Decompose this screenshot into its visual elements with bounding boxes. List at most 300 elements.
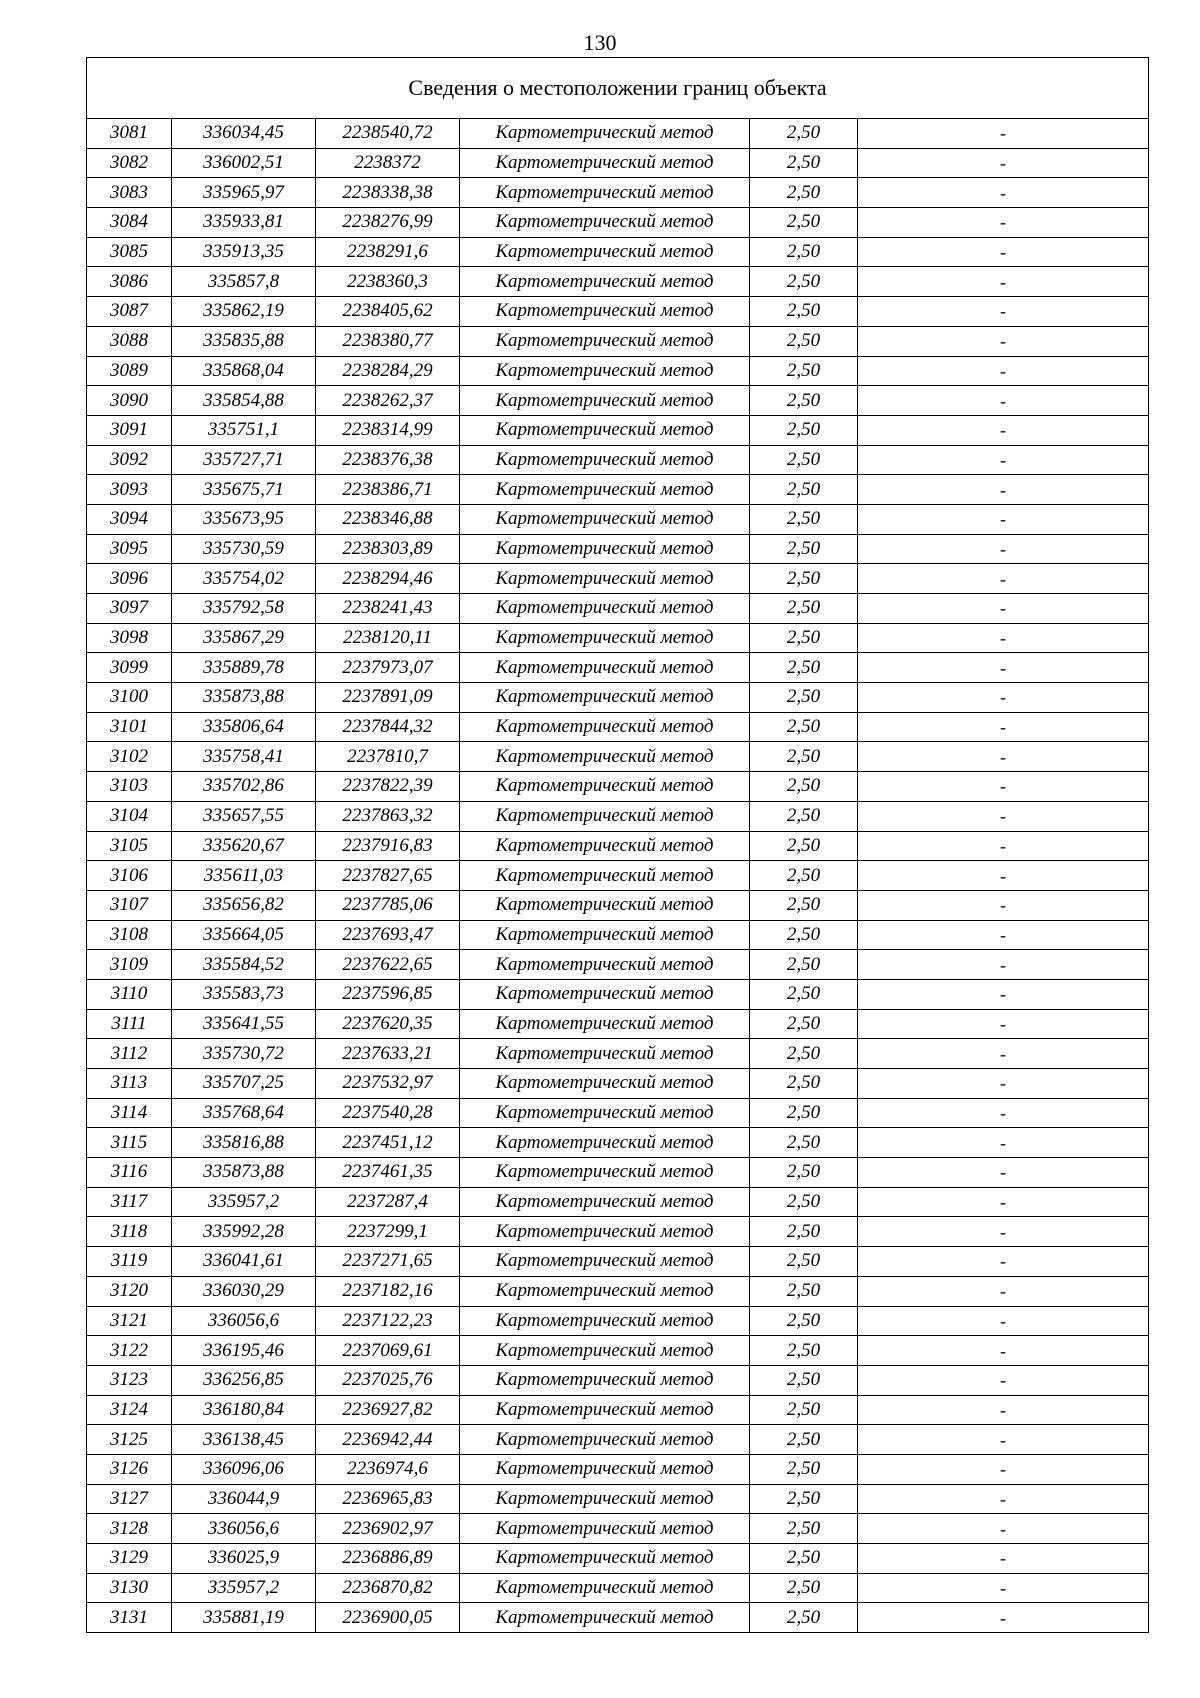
method-cell: Картометрический метод [460,1098,750,1128]
y-coordinate-cell: 2236974,6 [316,1454,460,1484]
method-cell: Картометрический метод [460,1247,750,1277]
x-coordinate-cell: 335862,19 [172,297,316,327]
y-coordinate-cell: 2236886,89 [316,1544,460,1574]
x-coordinate-cell: 335673,95 [172,504,316,534]
x-coordinate-cell: 335957,2 [172,1573,316,1603]
method-cell: Картометрический метод [460,297,750,327]
y-coordinate-cell: 2237532,97 [316,1069,460,1099]
method-cell: Картометрический метод [460,564,750,594]
method-cell: Картометрический метод [460,1484,750,1514]
point-number-cell: 3104 [87,801,172,831]
y-coordinate-cell: 2237785,06 [316,890,460,920]
x-coordinate-cell: 335657,55 [172,801,316,831]
accuracy-cell: 2,50 [750,623,858,653]
x-coordinate-cell: 335873,88 [172,1158,316,1188]
accuracy-cell: 2,50 [750,1098,858,1128]
x-coordinate-cell: 335792,58 [172,594,316,624]
y-coordinate-cell: 2238376,38 [316,445,460,475]
accuracy-cell: 2,50 [750,742,858,772]
point-number-cell: 3107 [87,890,172,920]
accuracy-cell: 2,50 [750,119,858,149]
y-coordinate-cell: 2237622,65 [316,950,460,980]
x-coordinate-cell: 335758,41 [172,742,316,772]
method-cell: Картометрический метод [460,267,750,297]
point-number-cell: 3085 [87,237,172,267]
accuracy-cell: 2,50 [750,297,858,327]
method-cell: Картометрический метод [460,979,750,1009]
accuracy-cell: 2,50 [750,356,858,386]
point-number-cell: 3112 [87,1039,172,1069]
table-row [87,623,1149,653]
y-coordinate-cell: 2238303,89 [316,534,460,564]
x-coordinate-cell: 336030,29 [172,1276,316,1306]
method-cell: Картометрический метод [460,1544,750,1574]
y-coordinate-cell: 2237620,35 [316,1009,460,1039]
description-cell: - [858,386,1149,416]
x-coordinate-cell: 335867,29 [172,623,316,653]
table-row [87,564,1149,594]
point-number-cell: 3131 [87,1603,172,1633]
x-coordinate-cell: 335675,71 [172,475,316,505]
method-cell: Картометрический метод [460,1365,750,1395]
y-coordinate-cell: 2238386,71 [316,475,460,505]
table-row [87,1603,1149,1633]
method-cell: Картометрический метод [460,208,750,238]
x-coordinate-cell: 335707,25 [172,1069,316,1099]
x-coordinate-cell: 335702,86 [172,772,316,802]
point-number-cell: 3096 [87,564,172,594]
x-coordinate-cell: 336044,9 [172,1484,316,1514]
accuracy-cell: 2,50 [750,979,858,1009]
table-row [87,712,1149,742]
x-coordinate-cell: 335873,88 [172,683,316,713]
x-coordinate-cell: 335957,2 [172,1187,316,1217]
y-coordinate-cell: 2237540,28 [316,1098,460,1128]
method-cell: Картометрический метод [460,742,750,772]
y-coordinate-cell: 2238314,99 [316,415,460,445]
x-coordinate-cell: 336034,45 [172,119,316,149]
description-cell: - [858,1395,1149,1425]
point-number-cell: 3122 [87,1336,172,1366]
accuracy-cell: 2,50 [750,1544,858,1574]
point-number-cell: 3121 [87,1306,172,1336]
y-coordinate-cell: 2237271,65 [316,1247,460,1277]
method-cell: Картометрический метод [460,1217,750,1247]
y-coordinate-cell: 2236900,05 [316,1603,460,1633]
method-cell: Картометрический метод [460,623,750,653]
table-title-row [87,58,1149,119]
table-row [87,1425,1149,1455]
table-row [87,1306,1149,1336]
point-number-cell: 3097 [87,594,172,624]
y-coordinate-cell: 2238405,62 [316,297,460,327]
description-cell: - [858,237,1149,267]
method-cell: Картометрический метод [460,445,750,475]
method-cell: Картометрический метод [460,1454,750,1484]
x-coordinate-cell: 335727,71 [172,445,316,475]
description-cell: - [858,772,1149,802]
point-number-cell: 3095 [87,534,172,564]
method-cell: Картометрический метод [460,831,750,861]
y-coordinate-cell: 2238241,43 [316,594,460,624]
point-number-cell: 3091 [87,415,172,445]
description-cell: - [858,920,1149,950]
point-number-cell: 3106 [87,861,172,891]
x-coordinate-cell: 335933,81 [172,208,316,238]
table-row [87,148,1149,178]
table-row [87,297,1149,327]
table-body [87,119,1149,1633]
method-cell: Картометрический метод [460,861,750,891]
y-coordinate-cell: 2237810,7 [316,742,460,772]
x-coordinate-cell: 336138,45 [172,1425,316,1455]
point-number-cell: 3117 [87,1187,172,1217]
method-cell: Картометрический метод [460,683,750,713]
method-cell: Картометрический метод [460,801,750,831]
description-cell: - [858,1514,1149,1544]
point-number-cell: 3127 [87,1484,172,1514]
description-cell: - [858,653,1149,683]
description-cell: - [858,861,1149,891]
accuracy-cell: 2,50 [750,594,858,624]
description-cell: - [858,1336,1149,1366]
y-coordinate-cell: 2236965,83 [316,1484,460,1514]
description-cell: - [858,148,1149,178]
table-row [87,979,1149,1009]
description-cell: - [858,831,1149,861]
table-row [87,890,1149,920]
accuracy-cell: 2,50 [750,1187,858,1217]
accuracy-cell: 2,50 [750,445,858,475]
method-cell: Картометрический метод [460,1425,750,1455]
description-cell: - [858,950,1149,980]
x-coordinate-cell: 336096,06 [172,1454,316,1484]
y-coordinate-cell: 2238372 [316,148,460,178]
y-coordinate-cell: 2237863,32 [316,801,460,831]
point-number-cell: 3098 [87,623,172,653]
table-row [87,445,1149,475]
description-cell: - [858,297,1149,327]
accuracy-cell: 2,50 [750,1336,858,1366]
point-number-cell: 3087 [87,297,172,327]
description-cell: - [858,1158,1149,1188]
point-number-cell: 3084 [87,208,172,238]
point-number-cell: 3113 [87,1069,172,1099]
method-cell: Картометрический метод [460,1158,750,1188]
y-coordinate-cell: 2238276,99 [316,208,460,238]
x-coordinate-cell: 336025,9 [172,1544,316,1574]
point-number-cell: 3123 [87,1365,172,1395]
method-cell: Картометрический метод [460,1514,750,1544]
point-number-cell: 3092 [87,445,172,475]
point-number-cell: 3105 [87,831,172,861]
description-cell: - [858,1187,1149,1217]
description-cell: - [858,534,1149,564]
accuracy-cell: 2,50 [750,1365,858,1395]
accuracy-cell: 2,50 [750,1306,858,1336]
table-row [87,653,1149,683]
accuracy-cell: 2,50 [750,475,858,505]
table-row [87,415,1149,445]
method-cell: Картометрический метод [460,1069,750,1099]
x-coordinate-cell: 335965,97 [172,178,316,208]
description-cell: - [858,1603,1149,1633]
y-coordinate-cell: 2237461,35 [316,1158,460,1188]
description-cell: - [858,1247,1149,1277]
x-coordinate-cell: 335835,88 [172,326,316,356]
y-coordinate-cell: 2236902,97 [316,1514,460,1544]
method-cell: Картометрический метод [460,594,750,624]
description-cell: - [858,504,1149,534]
table-row [87,831,1149,861]
y-coordinate-cell: 2238120,11 [316,623,460,653]
method-cell: Картометрический метод [460,119,750,149]
y-coordinate-cell: 2237633,21 [316,1039,460,1069]
description-cell: - [858,683,1149,713]
point-number-cell: 3094 [87,504,172,534]
x-coordinate-cell: 335620,67 [172,831,316,861]
accuracy-cell: 2,50 [750,1603,858,1633]
description-cell: - [858,1128,1149,1158]
point-number-cell: 3114 [87,1098,172,1128]
x-coordinate-cell: 336002,51 [172,148,316,178]
table-row [87,1069,1149,1099]
table-row [87,1128,1149,1158]
description-cell: - [858,564,1149,594]
table-row [87,178,1149,208]
description-cell: - [858,1306,1149,1336]
y-coordinate-cell: 2238262,37 [316,386,460,416]
point-number-cell: 3125 [87,1425,172,1455]
table-row [87,1514,1149,1544]
x-coordinate-cell: 335913,35 [172,237,316,267]
point-number-cell: 3093 [87,475,172,505]
x-coordinate-cell: 335584,52 [172,950,316,980]
method-cell: Картометрический метод [460,1276,750,1306]
description-cell: - [858,415,1149,445]
table-row [87,861,1149,891]
table-row [87,504,1149,534]
description-cell: - [858,623,1149,653]
method-cell: Картометрический метод [460,1128,750,1158]
x-coordinate-cell: 336056,6 [172,1306,316,1336]
page-number: 130 [583,30,617,55]
point-number-cell: 3110 [87,979,172,1009]
accuracy-cell: 2,50 [750,1069,858,1099]
x-coordinate-cell: 335754,02 [172,564,316,594]
x-coordinate-cell: 335854,88 [172,386,316,416]
method-cell: Картометрический метод [460,148,750,178]
accuracy-cell: 2,50 [750,1039,858,1069]
point-number-cell: 3083 [87,178,172,208]
accuracy-cell: 2,50 [750,1514,858,1544]
method-cell: Картометрический метод [460,356,750,386]
point-number-cell: 3102 [87,742,172,772]
description-cell: - [858,712,1149,742]
method-cell: Картометрический метод [460,415,750,445]
description-cell: - [858,801,1149,831]
description-cell: - [858,326,1149,356]
y-coordinate-cell: 2238338,38 [316,178,460,208]
method-cell: Картометрический метод [460,386,750,416]
table-row [87,1454,1149,1484]
accuracy-cell: 2,50 [750,178,858,208]
accuracy-cell: 2,50 [750,1395,858,1425]
description-cell: - [858,1365,1149,1395]
description-cell: - [858,1573,1149,1603]
boundary-coordinates-table [86,57,1149,1633]
accuracy-cell: 2,50 [750,1276,858,1306]
accuracy-cell: 2,50 [750,415,858,445]
table-row [87,208,1149,238]
x-coordinate-cell: 335730,59 [172,534,316,564]
method-cell: Картометрический метод [460,504,750,534]
table-row [87,237,1149,267]
x-coordinate-cell: 335881,19 [172,1603,316,1633]
x-coordinate-cell: 335768,64 [172,1098,316,1128]
accuracy-cell: 2,50 [750,653,858,683]
accuracy-cell: 2,50 [750,831,858,861]
table-row [87,1039,1149,1069]
accuracy-cell: 2,50 [750,920,858,950]
y-coordinate-cell: 2237299,1 [316,1217,460,1247]
table-row [87,386,1149,416]
point-number-cell: 3101 [87,712,172,742]
y-coordinate-cell: 2238346,88 [316,504,460,534]
method-cell: Картометрический метод [460,534,750,564]
point-number-cell: 3086 [87,267,172,297]
description-cell: - [858,1009,1149,1039]
table-row [87,1158,1149,1188]
method-cell: Картометрический метод [460,1336,750,1366]
description-cell: - [858,1425,1149,1455]
method-cell: Картометрический метод [460,1187,750,1217]
table-row [87,119,1149,149]
accuracy-cell: 2,50 [750,208,858,238]
description-cell: - [858,267,1149,297]
method-cell: Картометрический метод [460,1395,750,1425]
table-row [87,1187,1149,1217]
table-row [87,1395,1149,1425]
method-cell: Картометрический метод [460,1306,750,1336]
table-row [87,594,1149,624]
description-cell: - [858,356,1149,386]
method-cell: Картометрический метод [460,326,750,356]
y-coordinate-cell: 2237596,85 [316,979,460,1009]
y-coordinate-cell: 2236870,82 [316,1573,460,1603]
accuracy-cell: 2,50 [750,534,858,564]
x-coordinate-cell: 336180,84 [172,1395,316,1425]
table-row [87,534,1149,564]
point-number-cell: 3088 [87,326,172,356]
table-row [87,1365,1149,1395]
x-coordinate-cell: 335992,28 [172,1217,316,1247]
y-coordinate-cell: 2237916,83 [316,831,460,861]
accuracy-cell: 2,50 [750,148,858,178]
y-coordinate-cell: 2237122,23 [316,1306,460,1336]
accuracy-cell: 2,50 [750,772,858,802]
point-number-cell: 3124 [87,1395,172,1425]
method-cell: Картометрический метод [460,1039,750,1069]
method-cell: Картометрический метод [460,1573,750,1603]
y-coordinate-cell: 2237025,76 [316,1365,460,1395]
method-cell: Картометрический метод [460,890,750,920]
method-cell: Картометрический метод [460,237,750,267]
accuracy-cell: 2,50 [750,386,858,416]
x-coordinate-cell: 335656,82 [172,890,316,920]
accuracy-cell: 2,50 [750,326,858,356]
description-cell: - [858,475,1149,505]
description-cell: - [858,445,1149,475]
table-row [87,742,1149,772]
table-row [87,1276,1149,1306]
point-number-cell: 3130 [87,1573,172,1603]
x-coordinate-cell: 335641,55 [172,1009,316,1039]
x-coordinate-cell: 335730,72 [172,1039,316,1069]
table-row [87,1544,1149,1574]
accuracy-cell: 2,50 [750,712,858,742]
accuracy-cell: 2,50 [750,1247,858,1277]
table-row [87,1098,1149,1128]
method-cell: Картометрический метод [460,1009,750,1039]
description-cell: - [858,1276,1149,1306]
table-row [87,950,1149,980]
table-row [87,1009,1149,1039]
x-coordinate-cell: 335664,05 [172,920,316,950]
point-number-cell: 3099 [87,653,172,683]
table-row [87,1247,1149,1277]
table-row [87,475,1149,505]
y-coordinate-cell: 2238291,6 [316,237,460,267]
point-number-cell: 3128 [87,1514,172,1544]
y-coordinate-cell: 2238284,29 [316,356,460,386]
x-coordinate-cell: 335889,78 [172,653,316,683]
description-cell: - [858,979,1149,1009]
y-coordinate-cell: 2237822,39 [316,772,460,802]
y-coordinate-cell: 2236942,44 [316,1425,460,1455]
table-row [87,772,1149,802]
y-coordinate-cell: 2238540,72 [316,119,460,149]
point-number-cell: 3111 [87,1009,172,1039]
point-number-cell: 3118 [87,1217,172,1247]
accuracy-cell: 2,50 [750,564,858,594]
accuracy-cell: 2,50 [750,267,858,297]
description-cell: - [858,594,1149,624]
y-coordinate-cell: 2237451,12 [316,1128,460,1158]
description-cell: - [858,1039,1149,1069]
accuracy-cell: 2,50 [750,1128,858,1158]
x-coordinate-cell: 335857,8 [172,267,316,297]
x-coordinate-cell: 335583,73 [172,979,316,1009]
x-coordinate-cell: 335751,1 [172,415,316,445]
point-number-cell: 3116 [87,1158,172,1188]
y-coordinate-cell: 2238360,3 [316,267,460,297]
table-row [87,326,1149,356]
point-number-cell: 3103 [87,772,172,802]
table-row [87,683,1149,713]
accuracy-cell: 2,50 [750,683,858,713]
accuracy-cell: 2,50 [750,237,858,267]
accuracy-cell: 2,50 [750,1454,858,1484]
table-row [87,920,1149,950]
y-coordinate-cell: 2237973,07 [316,653,460,683]
x-coordinate-cell: 336056,6 [172,1514,316,1544]
y-coordinate-cell: 2238380,77 [316,326,460,356]
x-coordinate-cell: 336256,85 [172,1365,316,1395]
point-number-cell: 3108 [87,920,172,950]
method-cell: Картометрический метод [460,772,750,802]
table-row [87,801,1149,831]
